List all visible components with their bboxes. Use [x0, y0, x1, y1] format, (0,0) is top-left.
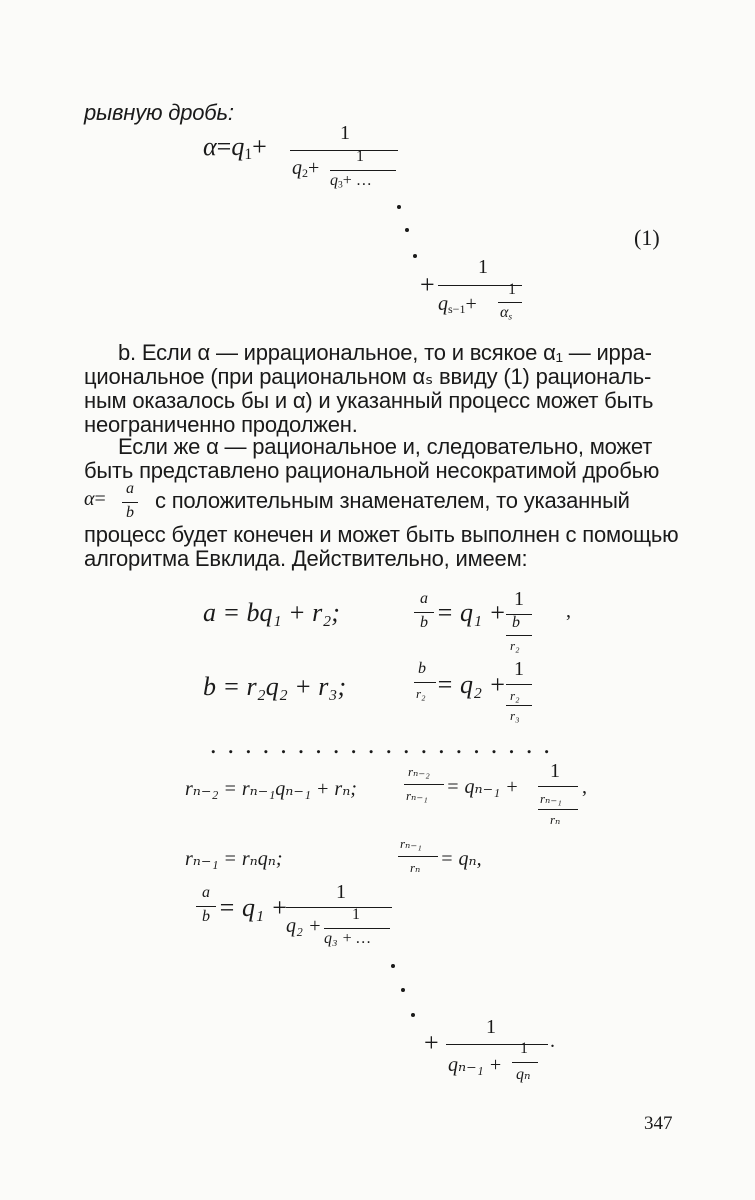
eq1-dot1: [397, 205, 401, 209]
para2-frac-num: a: [126, 480, 134, 497]
euclid-row1-num: a: [420, 590, 428, 607]
eq2-q3: q₃ + …: [324, 930, 371, 947]
eq1-qs1: $q_{s-1}+$: [438, 293, 477, 316]
euclid-row1-left: a = bq₁ + r₂;: [203, 598, 340, 627]
euclid-row2-num: b: [418, 660, 426, 677]
eq1-one-3: 1: [478, 256, 488, 278]
eq2-bar3: [446, 1044, 548, 1045]
euclid-row4-bar: [398, 856, 438, 857]
euclid-row3-one: 1: [550, 760, 560, 782]
eq2-plus: +: [424, 1028, 439, 1057]
euclid-row2-in-num: r₂: [510, 688, 520, 703]
eq2-frac-bar: [196, 906, 216, 907]
eq2-one-3: 1: [486, 1016, 496, 1038]
eq2-den: b: [202, 908, 210, 925]
euclid-row2-bar2: [506, 684, 532, 685]
eq2-q2: q₂ +: [286, 915, 322, 937]
eq1-plus: +: [420, 270, 435, 299]
eq1-dot2: [405, 228, 409, 232]
eq2-one-4: 1: [520, 1040, 528, 1057]
euclid-row3-den: rₙ₋₁: [406, 788, 428, 803]
eq1-bar2: [330, 170, 396, 171]
para2-line-4: процесс будет конечен и может быть выполнен с помощью: [84, 522, 679, 547]
equation-label: (1): [634, 225, 660, 250]
euclid-row1-rhs: = q₁ +: [436, 598, 507, 627]
euclid-row2-in-den: r₃: [510, 708, 520, 723]
euclid-row2-rhs: = q₂ +: [436, 670, 507, 699]
euclid-row3-end: ,: [582, 776, 587, 798]
para2-line-5: алгоритма Евклида. Действительно, имеем:: [84, 546, 528, 571]
eq1-bar1: [290, 150, 398, 151]
eq1-one-4: 1: [508, 281, 516, 298]
eq2-end: .: [550, 1030, 555, 1052]
euclid-row1-end: ,: [566, 600, 571, 622]
eq2-dot2: [401, 988, 405, 992]
euclid-row3-bar: [404, 784, 444, 785]
eq2-dot3: [411, 1013, 415, 1017]
eq2-qn1: qₙ₋₁ +: [448, 1054, 503, 1076]
eq1-q3: $q_3+$ …: [330, 172, 372, 191]
euclid-dots-row: . . . . . . . . . . . . . . . . . . . .: [210, 730, 550, 759]
euclid-row3-left: rₙ₋₂ = rₙ₋₁qₙ₋₁ + rₙ;: [185, 778, 357, 800]
euclid-row1-den: b: [420, 614, 428, 631]
euclid-row3-in-num: rₙ₋₁: [540, 791, 562, 806]
para-b-line-1: b. Если α — иррациональное, то и всякое α₁ — ирра-: [118, 340, 652, 365]
euclid-row2-left: b = r₂q₂ + r₃;: [203, 672, 347, 701]
eq2-bar1: [286, 907, 392, 908]
page-number: 347: [644, 1113, 673, 1134]
para2-line-2: быть представлено рациональной несократимой дробью: [84, 458, 660, 483]
euclid-row2-bar: [414, 682, 436, 683]
intro-text: рывную дробь:: [84, 100, 234, 125]
eq2-qn: qₙ: [516, 1066, 531, 1083]
eq2-num: a: [202, 884, 210, 901]
eq2-bar2: [324, 928, 390, 929]
para-b-line-4: неограниченно продолжен.: [84, 412, 358, 437]
euclid-row3-rhs: = qₙ₋₁ +: [446, 776, 519, 798]
euclid-row4-left: rₙ₋₁ = rₙqₙ;: [185, 848, 283, 870]
para2-line-3: с положительным знаменателем, то указанный: [155, 488, 630, 513]
euclid-row4-rhs: = qₙ,: [440, 848, 482, 870]
para2-line-1: Если же α — рациональное и, следовательно, может: [118, 434, 653, 459]
para2-frac-bar: [122, 502, 138, 503]
eq2-one: 1: [336, 881, 346, 903]
euclid-row1-one: 1: [514, 588, 524, 610]
para2-frac-den: b: [126, 504, 134, 521]
euclid-row2-one: 1: [514, 658, 524, 680]
euclid-row3-in-den: rₙ: [550, 812, 561, 827]
euclid-row4-den: rₙ: [410, 860, 421, 875]
eq1-alphas: $\alpha_s$: [500, 304, 513, 323]
eq2-one-2: 1: [352, 906, 360, 923]
euclid-row2-den: r₂: [416, 686, 426, 701]
euclid-row3-num: rₙ₋₂: [408, 764, 430, 779]
euclid-row3-bar3: [538, 809, 578, 810]
eq1-q2: $q_2+$: [292, 157, 320, 180]
eq2-dot1: [391, 964, 395, 968]
eq2-bar4: [512, 1062, 538, 1063]
eq2-rhs: = q₁ +: [218, 893, 289, 922]
euclid-row1-bar3: [506, 635, 532, 636]
para-b-line-3: ным оказалось бы и α) и указанный процесс может быть: [84, 388, 654, 413]
eq1-lhs: $\alpha=q_1+$: [203, 132, 267, 163]
eq1-bar4: [498, 302, 522, 303]
euclid-row1-in-num: b: [512, 614, 520, 631]
euclid-row1-bar: [414, 612, 434, 613]
para-b-line-2: циональное (при рациональном αₛ ввиду (1) рациональ-: [84, 364, 652, 389]
euclid-row1-in-den: r₂: [510, 638, 520, 653]
para2-alpha: α=: [84, 488, 106, 510]
euclid-row4-num: rₙ₋₁: [400, 836, 422, 851]
eq1-dot3: [413, 254, 417, 258]
euclid-row3-bar2: [538, 786, 578, 787]
eq1-one-2: 1: [356, 148, 364, 165]
eq1-one: 1: [340, 122, 350, 144]
euclid-row2-bar3: [506, 705, 532, 706]
